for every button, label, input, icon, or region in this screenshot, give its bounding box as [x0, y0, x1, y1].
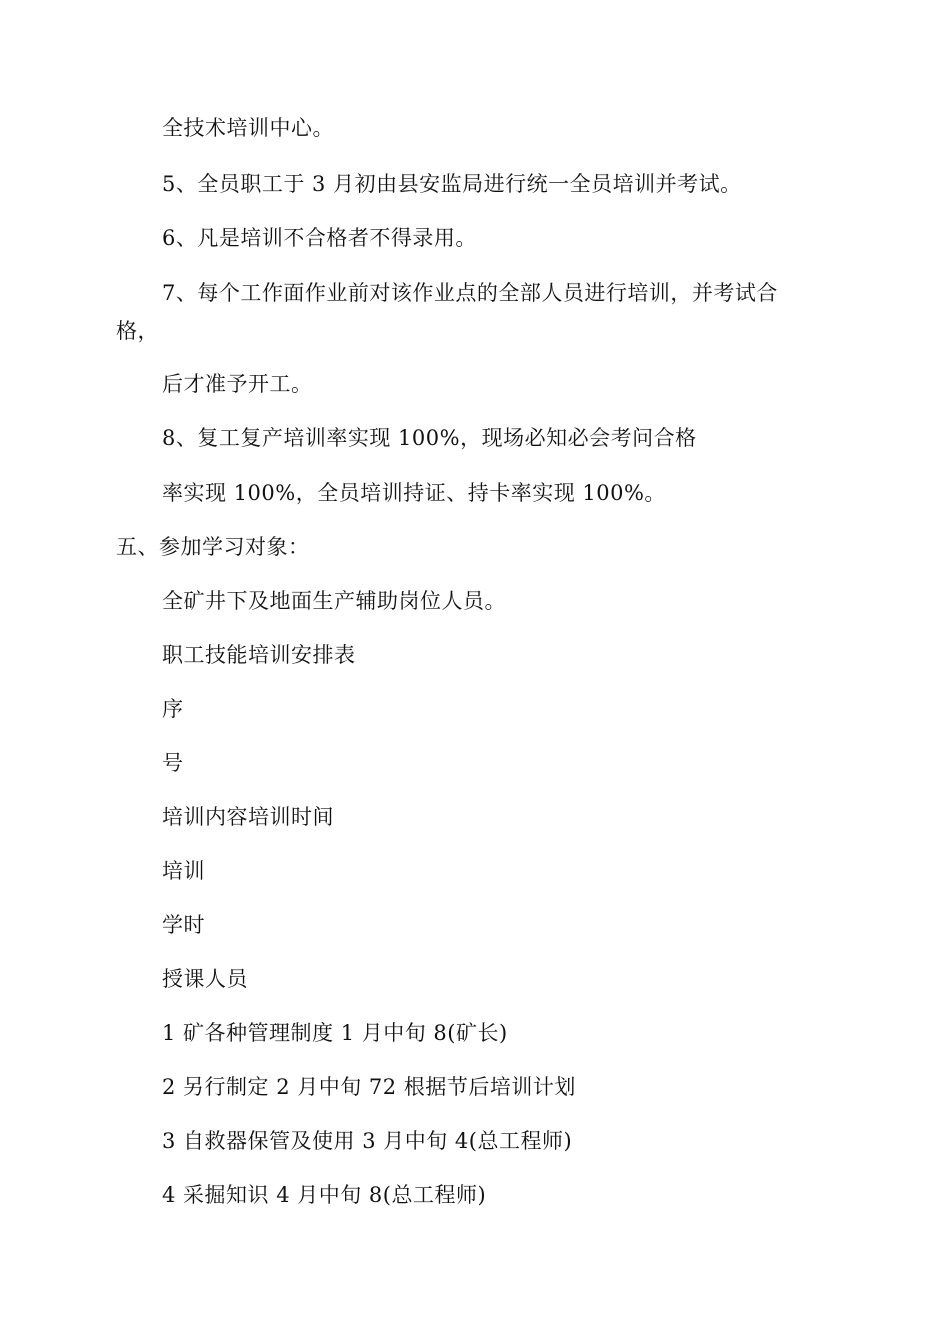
table-header-content-time: 培训内容培训时间 [162, 805, 334, 829]
table-row-1: 1 矿各种管理制度 1 月中旬 8(矿长) [162, 1021, 508, 1045]
text-line-item-5: 5、全员职工于 3 月初由县安监局进行统一全员培训并考试。 [162, 172, 742, 196]
text-line-item-7-cont: 后才准予开工。 [162, 372, 313, 396]
text-line-item-8-cont: 率实现 100%，全员培训持证、持卡率实现 100%。 [162, 481, 666, 505]
table-header-seq-part2: 号 [162, 751, 184, 775]
table-header-seq-part1: 序 [162, 697, 184, 721]
table-header-hours-part2: 学时 [162, 913, 205, 937]
text-line-item-7-wrap: 格， [116, 319, 159, 343]
text-line-item-7: 7、每个工作面作业前对该作业点的全部人员进行培训，并考试合 [162, 281, 778, 305]
table-header-hours-part1: 培训 [162, 859, 205, 883]
table-title: 职工技能培训安排表 [162, 643, 356, 667]
text-line-item-8: 8、复工复产培训率实现 100%，现场必知必会考问合格 [162, 426, 697, 450]
table-row-2: 2 另行制定 2 月中旬 72 根据节后培训计划 [162, 1075, 576, 1099]
table-header-instructor: 授课人员 [162, 967, 248, 991]
text-line-participants: 全矿井下及地面生产辅助岗位人员。 [162, 589, 506, 613]
table-row-3: 3 自救器保管及使用 3 月中旬 4(总工程师) [162, 1129, 573, 1153]
table-row-4: 4 采掘知识 4 月中旬 8(总工程师) [162, 1183, 487, 1207]
text-line-continuation: 全技术培训中心。 [162, 116, 334, 140]
section-heading-participants: 五、参加学习对象： [116, 535, 310, 559]
text-line-item-6: 6、凡是培训不合格者不得录用。 [162, 226, 477, 250]
